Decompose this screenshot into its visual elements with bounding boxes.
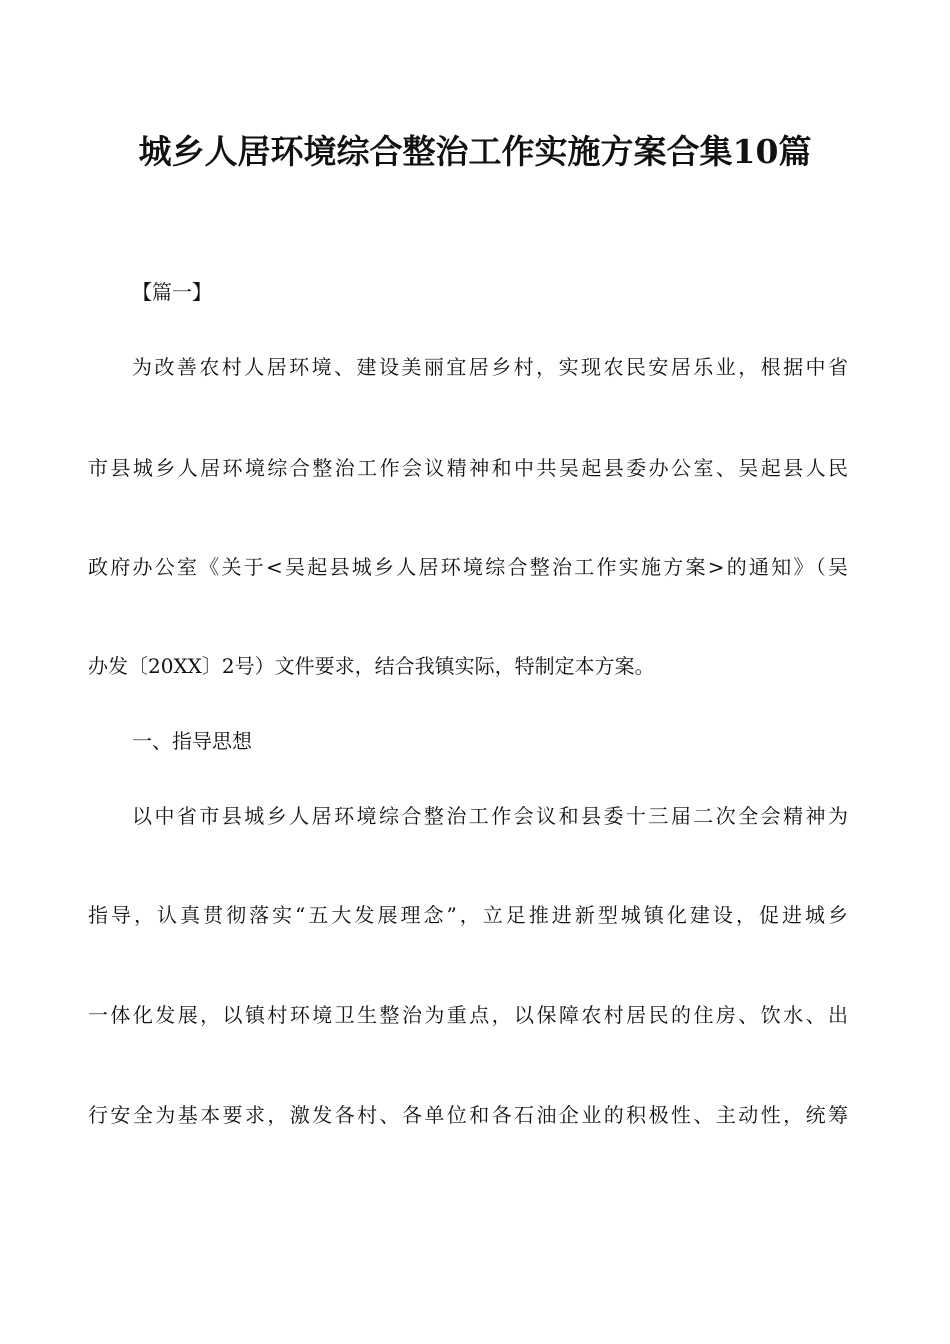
paragraph-line: 为改善农村人居环境、建设美丽宜居乡村，实现农民安居乐业，根据中省: [132, 355, 848, 379]
paragraph-line: 指导，认真贯彻落实“五大发展理念”，立足推进新型城镇化建设，促进城乡: [88, 903, 848, 927]
paragraph-line: 行安全为基本要求，激发各村、各单位和各石油企业的积极性、主动性，统筹: [88, 1103, 848, 1127]
paragraph-line: 政府办公室《关于<吴起县城乡人居环境综合整治工作实施方案>的通知》（吴: [88, 555, 848, 579]
paragraph-line: 一体化发展，以镇村环境卫生整治为重点，以保障农村居民的住房、饮水、出: [88, 1003, 848, 1027]
section-heading: 一、指导思想: [132, 729, 252, 753]
paragraph-line: 市县城乡人居环境综合整治工作会议精神和中共吴起县委办公室、吴起县人民: [88, 456, 848, 480]
paragraph-line: 以中省市县城乡人居环境综合整治工作会议和县委十三届二次全会精神为: [132, 804, 848, 828]
section-marker: 【篇一】: [132, 280, 212, 304]
document-title: 城乡人居环境综合整治工作实施方案合集10篇: [138, 132, 812, 171]
paragraph-line: 办发〔20XX〕2号）文件要求，结合我镇实际，特制定本方案。: [88, 654, 655, 678]
